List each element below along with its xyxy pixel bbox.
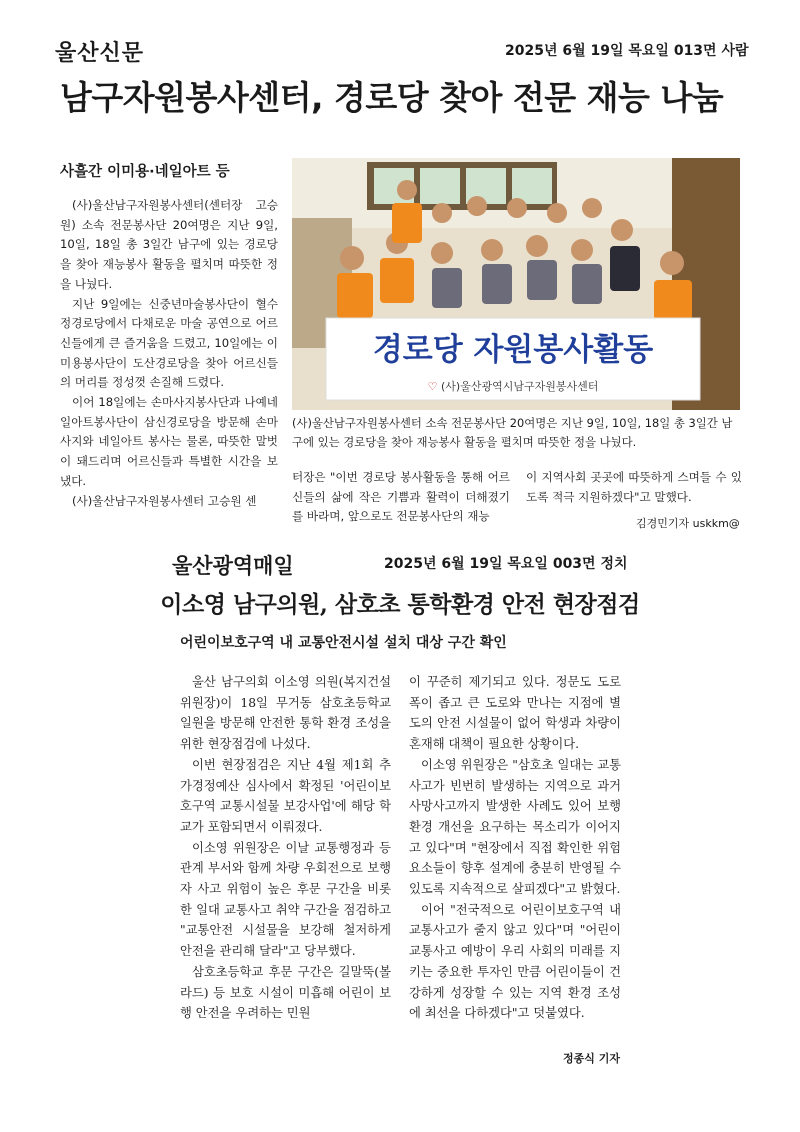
article1-paragraph-final: 이 지역사회 곳곳에 따뜻하게 스며들 수 있도록 적극 지원하겠다"고 말했다. (526, 470, 742, 504)
banner-title-text: 경로당 자원봉사활동 (372, 332, 654, 368)
banner-org-text: (사)울산광역시남구자원봉사센터 (441, 380, 599, 393)
article2-paragraph: 울산 남구의회 이소영 의원(복지건설위원장)이 18일 무거동 삼호초등학교 일원을 방문해 안전한 통학 환경 조성을 위한 현장점검에 나섰다. (180, 675, 391, 752)
subhead-2: 어린이보호구역 내 교통안전시설 설치 대상 구간 확인 (180, 635, 507, 651)
photo-caption-1: (사)울산남구자원봉사센터 소속 전문봉사단 20여명은 지난 9일, 10일, 18일 총 3일간 남구에 있는 경로당을 찾아 재능봉사 활동을 펼치며 따뜻한 정을 나눴다. (292, 416, 733, 449)
byline-1: 김경민기자 uskkm@ (636, 517, 740, 530)
heart-logo-icon: ♡ (427, 380, 441, 393)
article2-paragraph: 이번 현장점검은 지난 4월 제1회 추가경정예산 심사에서 확정된 '어린이보호구역 교통시설물 보강사업'에 해당 학교가 포함되면서 이뤄졌다. (180, 757, 391, 834)
headline-1: 남구자원봉사센터, 경로당 찾아 전문 재능 나눔 (60, 78, 724, 117)
photo-illustration (292, 158, 740, 410)
article1-paragraph-continued: 터장은 "이번 경로당 봉사활동을 통해 어르신들의 삶에 작은 기쁨과 활력이 더해졌기를 바라며, 앞으로도 전문봉사단의 재능 (292, 470, 510, 524)
article1-paragraph: 지난 9일에는 신중년마술봉사단이 혈수정경로당에서 다채로운 마술 공연으로 어르신들에게 큰 즐거움을 드렸고, 10일에는 이미용봉사단이 도산경로당을 찾아 어르신들의 머리를 정성껏 손질해 드렸다. (60, 296, 278, 390)
article2-paragraph: 이 꾸준히 제기되고 있다. 정문도 도로 폭이 좁고 큰 도로와 만나는 지점에 별도의 안전 시설물이 없어 학생과 차량이 혼재해 대책이 필요한 상황이다. (409, 675, 621, 752)
article1-body-col2 (292, 468, 510, 527)
banner-title (326, 324, 700, 369)
byline-2: 정종식 기자 (563, 1052, 620, 1065)
dateline-2: 2025년 6월 19일 목요일 003면 정치 (384, 556, 628, 572)
article2-body-col1 (180, 672, 391, 1024)
newspaper-name-ulsan-shinmun: 울산신문 (55, 41, 145, 66)
article1-body-col3 (526, 468, 742, 507)
article1-body-col1 (60, 196, 278, 511)
article1-paragraph: (사)울산남구자원봉사센터(센터장 고승원) 소속 전문봉사단 20여명은 지난 9일, 10일, 18일 총 3일간 남구에 있는 경로당을 찾아 재능봉사 활동을 펼치며 따뜻한 정을 나눴다. (60, 198, 278, 291)
headline-2: 이소영 남구의원, 삼호초 통학환경 안전 현장점검 (160, 591, 640, 618)
article1-paragraph: (사)울산남구자원봉사센터 고승원 센 (72, 493, 257, 508)
article1-paragraph: 이어 18일에는 손마사지봉사단과 나예네일아트봉사단이 삼신경로당을 방문해 손마사지와 네일아트 봉사는 물론, 따뜻한 말벗이 돼드리며 어르신들과 특별한 시간을 보냈다. (60, 395, 278, 488)
banner-org-name (326, 378, 700, 394)
volunteer-group-photo (292, 158, 740, 410)
article2-paragraph: 이소영 위원장은 "삼호초 일대는 교통사고가 빈번히 발생하는 지역으로 과거 사망사고까지 발생한 사례도 있어 보행 환경 개선을 요구하는 목소리가 이어지고 있다"며 "현장에서 직접 확인한 위험 요소들이 향후 설계에 충분히 반영될 수 있도록 지속적으로 살피겠다"고 밝혔다. (409, 757, 621, 897)
article2-paragraph: 이어 "전국적으로 어린이보호구역 내 교통사고가 줄지 않고 있다"며 "어린이 교통사고 예방이 우리 사회의 미래를 지키는 중요한 투자인 만큼 어린이들이 건강하게 성장할 수 있는 지역 환경 조성에 최선을 다하겠다"고 덧붙였다. (409, 902, 621, 1021)
article2-paragraph: 이소영 위원장은 이날 교통행정과 등 관계 부서와 함께 차량 우회전으로 보행자 사고 위험이 높은 후문 구간을 비롯한 일대 교통사고 취약 구간을 점검하고 "교통안전 시설물을 보강해 철저하게 안전을 관리해 달라"고 당부했다. (180, 840, 391, 959)
article2-paragraph: 삼호초등학교 후문 구간은 길말뚝(볼라드) 등 보호 시설이 미흡해 어린이 보행 안전을 우려하는 민원 (180, 964, 391, 1021)
article2-body-col2 (409, 672, 621, 1024)
dateline-1: 2025년 6월 19일 목요일 013면 사람 (505, 43, 749, 59)
newspaper-name-ulsan-gwangyeok-maeil: 울산광역매일 (172, 553, 294, 578)
subhead-1: 사흘간 이미용·네일아트 등 (60, 164, 230, 180)
